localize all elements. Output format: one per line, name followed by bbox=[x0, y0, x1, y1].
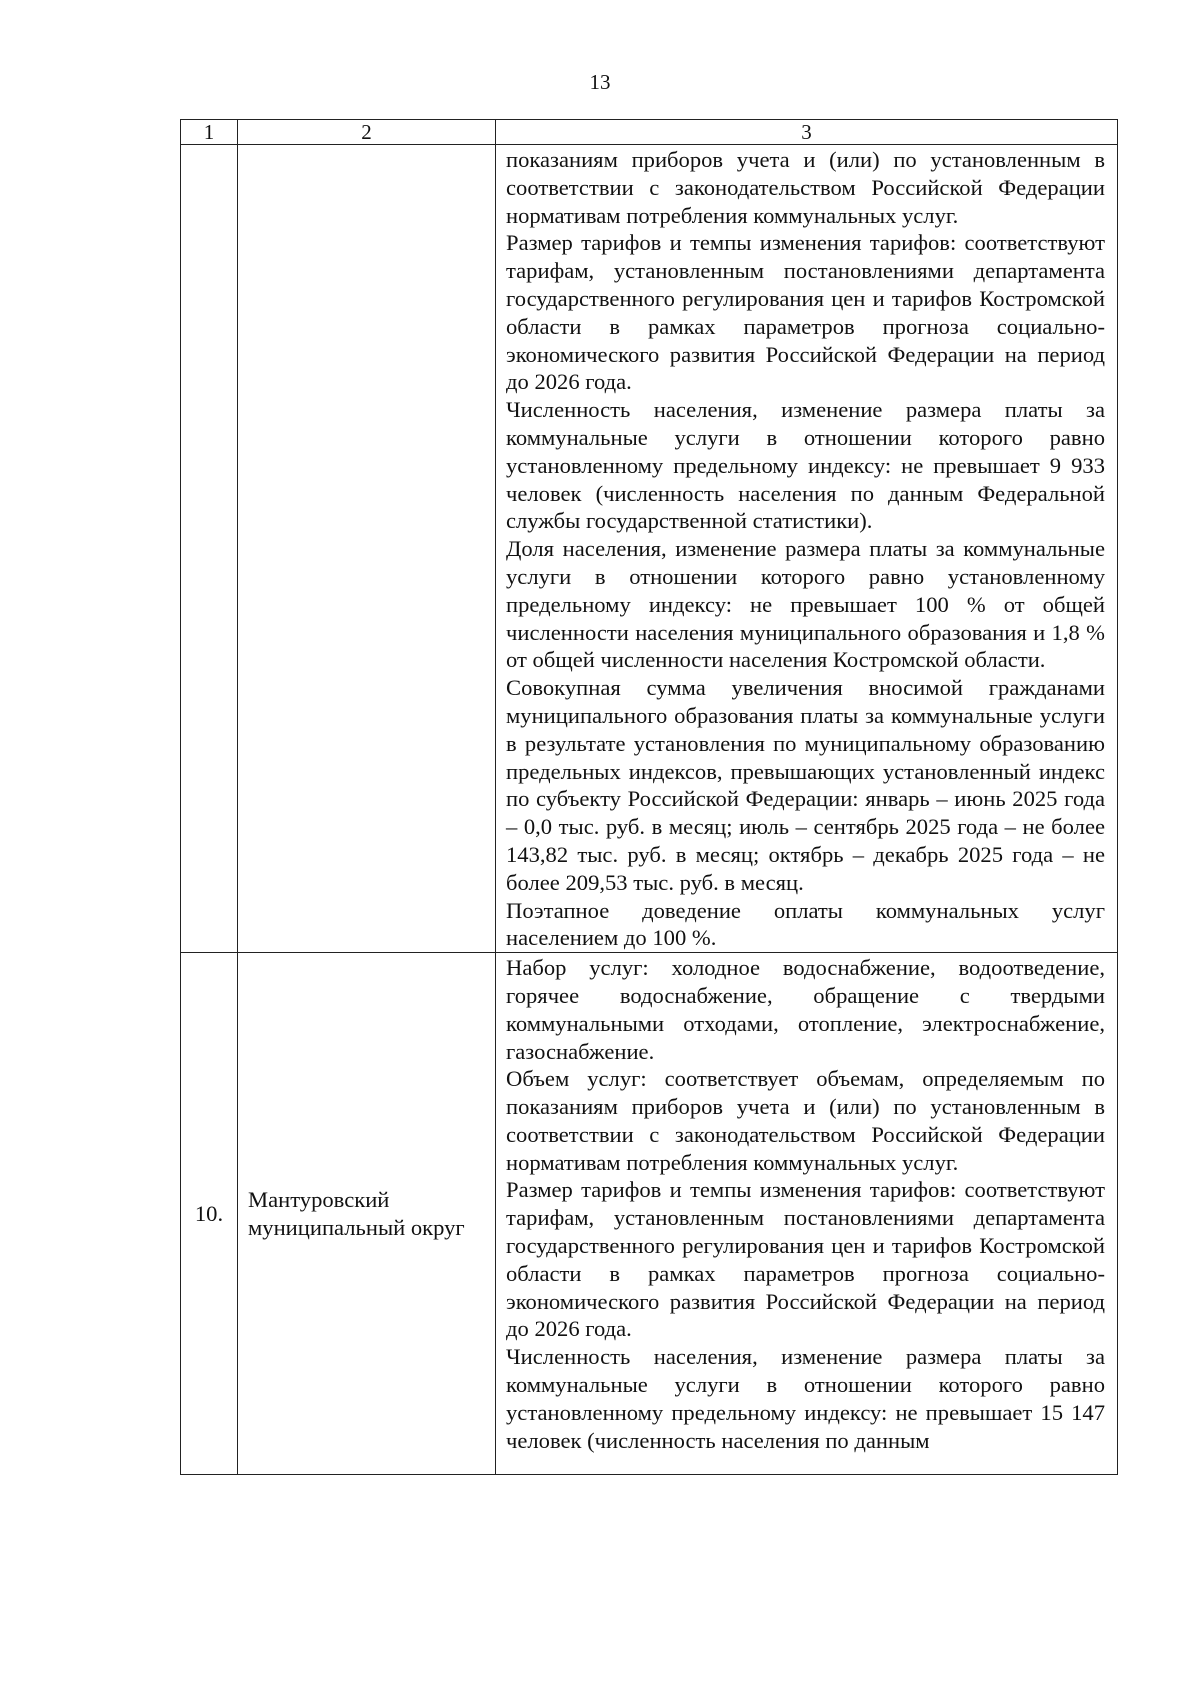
paragraph-payment-phasing: Поэтапное доведение оплаты коммунальных услуг населением до 100 %. bbox=[506, 897, 1105, 951]
description-cell bbox=[496, 953, 1118, 1475]
paragraph-population-count: Численность населения, изменение размера платы за коммунальные услуги в отношении которого равно установленному предельному индексу: не превышает 9 933 человек (численность населения по данным Федеральной службы государственной статистики). bbox=[506, 397, 1105, 534]
paragraph-population-share: Доля населения, изменение размера платы за коммунальные услуги в отношении которого равно установленному предельному индексу: не превышает 100 % от общей численности населения муниципального образования и 1,8 % от общей численности населения Костромской области. bbox=[506, 536, 1105, 673]
row-number-cell bbox=[181, 145, 238, 953]
paragraph-service-volume: Объем услуг: соответствует объемам, определяемым по показаниям приборов учета и (или) по установленным в соответствии с законодательством Российской Федерации нормативам потребления коммунальных услуг. bbox=[506, 1066, 1105, 1175]
header-col-1: 1 bbox=[181, 120, 238, 145]
description-cell bbox=[496, 145, 1118, 953]
header-col-3: 3 bbox=[496, 120, 1118, 145]
paragraph-service-volume-continued: показаниям приборов учета и (или) по установленным в соответствии с законодательством Российской Федерации нормативам потребления коммунальных услуг. bbox=[506, 147, 1105, 228]
row-number-cell: 10. bbox=[181, 953, 238, 1475]
municipality-name-cell bbox=[238, 145, 496, 953]
paragraph-tariff-size: Размер тарифов и темпы изменения тарифов: соответствуют тарифам, установленным постановлениями департамента государственного регулирования цен и тарифов Костромской области в рамках параметров прогноза социально-экономического развития Российской Федерации на период до 2026 года. bbox=[506, 230, 1105, 395]
paragraph-total-increase: Совокупная сумма увеличения вносимой гражданами муниципального образования платы за коммунальные услуги в результате установления по муниципальному образованию предельных индексов, превышающих установленный индекс по субъекту Российской Федерации: январь – июнь 2025 года – 0,0 тыс. руб. в месяц; июль – сентябрь 2025 года – не более 143,82 тыс. руб. в месяц; октябрь – декабрь 2025 года – не более 209,53 тыс. руб. в месяц. bbox=[506, 675, 1105, 895]
municipality-name: Мантуровский муниципальный округ bbox=[248, 1186, 465, 1240]
page-number: 13 bbox=[589, 70, 611, 94]
header-col-2: 2 bbox=[238, 120, 496, 145]
paragraph-population-count: Численность населения, изменение размера платы за коммунальные услуги в отношении которого равно установленному предельному индексу: не превышает 15 147 человек (численность населения по данным bbox=[506, 1344, 1105, 1453]
table-row bbox=[181, 145, 1118, 953]
paragraph-tariff-size: Размер тарифов и темпы изменения тарифов: соответствуют тарифам, установленным постановлениями департамента государственного регулирования цен и тарифов Костромской области в рамках параметров прогноза социально-экономического развития Российской Федерации на период до 2026 года. bbox=[506, 1177, 1105, 1342]
municipality-name-cell bbox=[238, 953, 496, 1475]
municipal-tariff-table bbox=[180, 119, 1118, 1475]
table-row bbox=[181, 953, 1118, 1475]
paragraph-service-set: Набор услуг: холодное водоснабжение, водоотведение, горячее водоснабжение, обращение с твердыми коммунальными отходами, отопление, электроснабжение, газоснабжение. bbox=[506, 955, 1105, 1064]
table-header-row bbox=[181, 120, 1118, 145]
